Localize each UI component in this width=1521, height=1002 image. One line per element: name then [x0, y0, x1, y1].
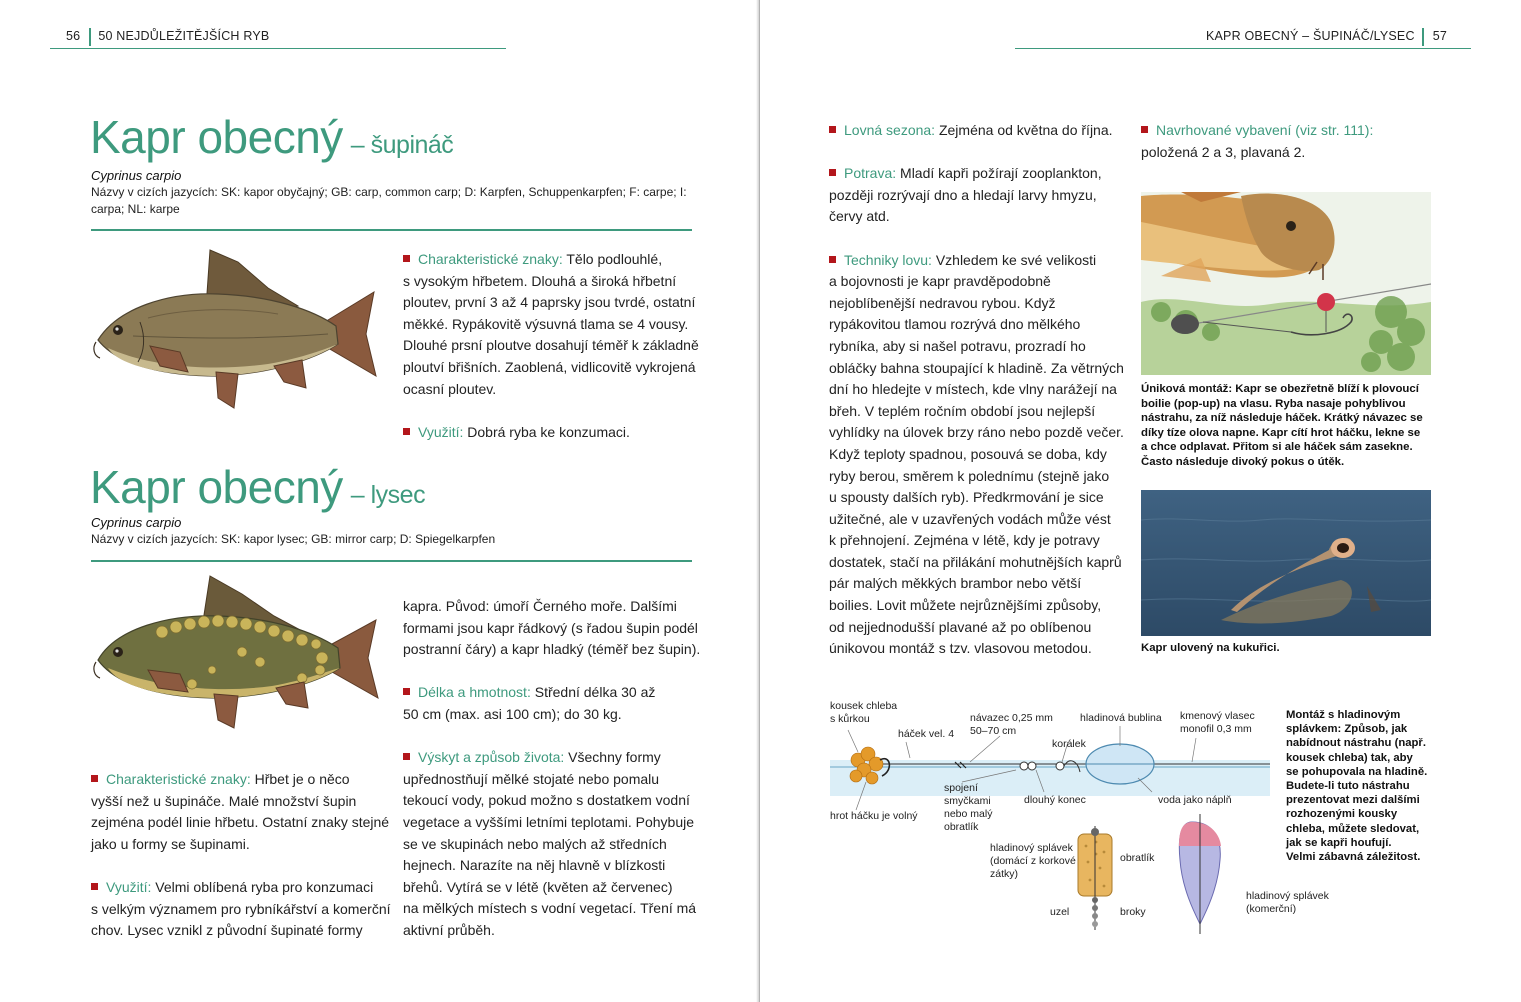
paragraph-gap — [91, 855, 391, 877]
label-mainline: kmenový vlasec monofil 0,3 mm — [1180, 710, 1255, 735]
line-text: ocasní ploutev. — [403, 380, 497, 397]
line-text: jako u formy se šupinami. — [91, 835, 250, 852]
bullet-square-icon — [829, 169, 836, 176]
caption-line: jak se kapři houfují. — [1286, 836, 1392, 849]
bullet-square-icon — [403, 255, 410, 262]
surface-float-rig-diagram — [820, 690, 1329, 940]
caption-line: a chce odplavat. Přitom si ale háček sám zasekne. — [1141, 441, 1413, 453]
label-bread: kousek chleba s kůrkou — [830, 700, 898, 725]
line-text: tekoucí vody, pokud možno s dostatkem vodní — [403, 792, 690, 809]
text-line — [403, 357, 703, 379]
running-head-right — [1206, 28, 1453, 46]
text-line — [403, 790, 703, 812]
entry2-rule — [91, 560, 692, 562]
text-line — [403, 855, 703, 877]
header-rule-right — [1015, 48, 1471, 49]
section-label: Charakteristické znaky: — [418, 251, 563, 267]
line-text: ryby berou, směrem k polednímu (stejně jako — [829, 467, 1110, 484]
text-line — [403, 877, 703, 899]
section-label: Využití: — [106, 878, 152, 895]
line-text: Dlouhé prsní ploutve dosahují téměř k základně — [403, 337, 699, 354]
section-label: Charakteristické znaky: — [106, 771, 251, 787]
label-cork-float: hladinový splávek (domácí z korkové zátky) — [990, 842, 1076, 880]
caption-line: nástrahu, za níž následuje háček. Krátký návazec se — [1141, 412, 1423, 424]
paragraph-gap — [829, 142, 1129, 164]
entry2-body-right — [403, 596, 703, 942]
line-text: dostatek, stačí na přilákání mohutnějších kaprů — [829, 553, 1122, 570]
text-line — [403, 812, 703, 834]
text-line — [403, 335, 703, 357]
line-text: 50 cm (max. asi 100 cm); do 30 kg. — [403, 705, 622, 722]
line-text: od nejjednodušší plavané až po oblíbenou — [829, 618, 1092, 635]
line-text: Když teploty spadnou, posouvá se doba, kdy — [829, 445, 1107, 462]
line-text: hejnech. Narazíte na něj hlavně v blízkosti — [403, 857, 666, 874]
caught-carp-caption: Kapr ulovený na kukuřici. — [1141, 642, 1280, 654]
line-text: chov. Lysec vznikl z původní šupinaté formy — [91, 922, 363, 939]
entry1-latin-name: Cyprinus carpio — [91, 168, 182, 183]
running-head-left — [60, 28, 269, 46]
text-line — [403, 422, 703, 444]
text-line — [403, 682, 703, 704]
entry2-title — [90, 460, 425, 514]
section-label: Techniky lovu: — [844, 251, 932, 268]
text-line — [91, 834, 391, 856]
line-text: postranní čáry) a kapr hladký (téměř bez šupin). — [403, 641, 701, 658]
right-column-2 — [1141, 120, 1441, 163]
line-text: se ve skupinách nebo malých až středních — [403, 835, 667, 852]
label-long-end: dlouhý konec — [1024, 794, 1086, 806]
label-hook-point: hrot háčku je volný — [830, 810, 918, 822]
entry2-subtitle: – lysec — [350, 481, 426, 509]
line-text: Velmi oblíbená ryba pro konzumaci — [151, 878, 374, 895]
section-label: Lovná sezona: — [844, 122, 936, 138]
line-text: dní ho hledejte v místech, kde vlny narážejí na — [829, 381, 1117, 398]
text-line — [403, 920, 703, 942]
label-commercial-float: hladinový splávek (komerční) — [1246, 890, 1329, 915]
entry1-body — [403, 249, 703, 443]
entry1-title — [90, 110, 453, 164]
col1-lines — [829, 120, 1129, 660]
escape-rig-illustration — [1141, 192, 1431, 375]
line-text: aktivní průběh. — [403, 921, 495, 938]
text-line — [403, 249, 703, 271]
label-leader: návazec 0,25 mm 50–70 cm — [970, 712, 1053, 737]
line-text: užitečné, ale v uzavřených vodách může vést — [829, 510, 1111, 527]
entry1-foreign-names: Názvy v cizích jazycích: SK: kapor obyčajný; GB: carp, common carp; D: Karpfen, Schuppenkarpfen; F: carpe; I: carpa; NL: karpe — [91, 185, 687, 216]
label-water-fill: voda jako náplň — [1158, 794, 1232, 806]
text-line — [829, 595, 1129, 617]
section-label: Délka a hmotnost: — [418, 684, 531, 701]
section-label: Využití: — [418, 423, 464, 440]
bullet-square-icon — [403, 428, 410, 435]
line-text: vyhlídky na úlovek brzy ráno nebo pozdě večer. — [829, 424, 1124, 441]
text-line — [403, 271, 703, 293]
bullet-square-icon — [1141, 126, 1148, 133]
text-line — [829, 573, 1129, 595]
page-number-right: 57 — [1432, 29, 1447, 44]
caption-line: Velmi zábavná záležitost. — [1286, 851, 1421, 864]
line-text: únikovou montáž s tzv. vlasovou metodou. — [829, 640, 1092, 657]
line-text: nejoblíbenější nedravou rybou. Když — [829, 294, 1056, 311]
line-text: Dobrá ryba ke konzumaci. — [463, 423, 630, 440]
entry2-foreign-names: Názvy v cizích jazycích: SK: kapor lysec; GB: mirror carp; D: Spiegelkarpfen — [91, 532, 496, 546]
text-line — [403, 834, 703, 856]
line-text: vegetace a vyššími letními teplotami. Pohybuje — [403, 813, 695, 830]
line-text: pár malých měkkých brambor nebo větší — [829, 575, 1082, 592]
text-line — [403, 769, 703, 791]
caption-line: rozhozenými kousky — [1286, 808, 1398, 821]
caption-line: boilie (pop-up) na vlasu. Ryba nasaje pohyblivou — [1141, 397, 1406, 410]
line-text: upřednostňují mělké stojaté nebo pomalu — [403, 770, 660, 787]
caption-line: díky tíze olova napne. Kapr cítí hrot háčku, lekne se — [1141, 426, 1421, 439]
line-text: kapra. Původ: úmoří Černého moře. Dalšími — [403, 598, 677, 614]
line-text: s velkým významem pro rybníkářství a komerční — [91, 900, 391, 917]
mirror-carp-illustration — [92, 574, 382, 732]
text-line — [829, 379, 1129, 401]
line-text: Vzhledem ke své velikosti — [931, 251, 1097, 268]
common-carp-illustration — [88, 248, 380, 413]
label-shot: broky — [1120, 906, 1146, 918]
text-line — [829, 530, 1129, 552]
text-line — [829, 466, 1129, 488]
caption-line: prezentovat mezi dalšími — [1286, 794, 1420, 807]
caption-line: Úniková montáž: Kapr se obezřetně blíží k plovoucí — [1141, 383, 1419, 395]
text-line — [829, 271, 1129, 293]
text-line — [1141, 142, 1441, 164]
text-line — [829, 314, 1129, 336]
text-line — [829, 422, 1129, 444]
entry2-right-lines — [403, 596, 703, 942]
line-text: břeh. V teplém ročním období jsou nejlepší — [829, 402, 1096, 419]
right-column-1 — [829, 120, 1129, 660]
line-text: břehů. Vytírá se v létě (květen až červenec) — [403, 878, 673, 895]
label-knot: uzel — [1050, 906, 1070, 918]
col2-lines — [1141, 120, 1441, 163]
caption-line: kousek chleba) tak, aby — [1286, 751, 1413, 764]
text-line — [829, 120, 1129, 142]
label-hook-size: háček vel. 4 — [898, 728, 955, 740]
text-line — [829, 358, 1129, 380]
line-text: rybníka, aby si našel potravu, prozradí ho — [829, 337, 1086, 354]
section-label: Navrhované vybavení (viz str. 111): — [1156, 122, 1374, 138]
text-line — [829, 185, 1129, 207]
line-text: položená 2 a 3, plavaná 2. — [1141, 143, 1306, 160]
label-bubble: hladinová bublina — [1080, 712, 1162, 724]
text-line — [829, 401, 1129, 423]
caption1-lines — [1141, 382, 1441, 469]
text-line — [829, 552, 1129, 574]
bullet-square-icon — [91, 883, 98, 890]
text-line — [91, 769, 391, 791]
label-bead: korálek — [1052, 738, 1086, 750]
text-line — [829, 293, 1129, 315]
header-rule-left — [50, 48, 506, 49]
text-line — [91, 877, 391, 899]
text-line — [829, 250, 1129, 272]
bullet-square-icon — [403, 688, 410, 695]
bullet-square-icon — [403, 753, 410, 760]
line-text: a bojovnosti je kapr pravděpodobně — [829, 273, 1051, 290]
line-text: později rozrývají dno a hledají larvy hmyzu, — [829, 186, 1097, 203]
caption-line: se pohupovala na hladině. — [1286, 765, 1428, 778]
text-line — [829, 638, 1129, 660]
caption-line: Budete-li tuto nástrahu — [1286, 780, 1410, 793]
running-head-title-left: 50 NEJDŮLEŽITĚJŠÍCH RYB — [98, 29, 270, 44]
head-divider-right — [1422, 28, 1424, 46]
line-text: k přehnojení. Zejména v létě, kdy je potravy — [829, 532, 1100, 549]
text-line — [403, 314, 703, 336]
text-line — [403, 618, 703, 640]
entry2-title-main: Kapr obecný — [90, 461, 343, 513]
note-lines — [1286, 708, 1456, 864]
caption-line: chleba, můžete sledovat, — [1286, 822, 1420, 835]
line-text: Všechny formy — [564, 749, 661, 766]
paragraph-gap — [403, 661, 703, 683]
line-text: červy atd. — [829, 208, 890, 225]
text-line — [829, 617, 1129, 639]
bullet-square-icon — [91, 775, 98, 782]
line-text: rypákovitou tlamou rozrývá dno mělkého — [829, 316, 1081, 333]
entry1-title-main: Kapr obecný — [90, 111, 343, 163]
line-text: měkké. Rypákovitě výsuvná tlama se 4 vousy. — [403, 315, 689, 332]
head-divider — [89, 28, 91, 46]
line-text: vyšší než u šupináče. Malé množství šupin — [91, 792, 357, 809]
entry2-latin-name: Cyprinus carpio — [91, 515, 182, 530]
text-line — [91, 791, 391, 813]
entry1-rule — [91, 229, 692, 231]
entry1-lines — [403, 249, 703, 443]
text-line — [829, 163, 1129, 185]
paragraph-gap — [403, 726, 703, 748]
line-text: formami jsou kapr řádkový (s řadou šupin podél — [403, 619, 698, 636]
text-line — [403, 292, 703, 314]
text-line — [403, 639, 703, 661]
line-text: Střední délka 30 až — [530, 684, 656, 701]
text-line — [829, 509, 1129, 531]
text-line — [403, 379, 703, 401]
line-text: Zejména od května do října. — [935, 122, 1113, 138]
text-line — [829, 487, 1129, 509]
caption-line: Montáž s hladinovým — [1286, 709, 1401, 721]
label-knot-join: spojení smyčkami nebo malý obratlík — [944, 782, 993, 833]
text-line — [91, 812, 391, 834]
paragraph-gap — [403, 400, 703, 422]
line-text: Tělo podlouhlé, — [562, 251, 663, 267]
line-text: obláčky bahna stoupající k hladině. Za větrných — [829, 359, 1124, 376]
page-number-left: 56 — [66, 29, 81, 44]
left-page — [0, 0, 760, 1002]
text-line — [403, 747, 703, 769]
caption-line: splávkem: Způsob, jak — [1286, 723, 1408, 736]
text-line — [403, 898, 703, 920]
label-swivel: obratlík — [1120, 852, 1155, 864]
line-text: Mladí kapři požírají zooplankton, — [896, 165, 1102, 182]
text-line — [91, 899, 391, 921]
entry2-left-lines — [91, 769, 391, 942]
line-text: ploutví břišních. Zaoblená, vidlicovitě vykrojená — [403, 358, 696, 375]
caption-line: nabídnout nástrahu (např. — [1286, 737, 1426, 750]
line-text: na mělkých místech s vodní vegetací. Tření má — [403, 900, 697, 917]
caption-line: Často následuje divoký pokus o útěk. — [1141, 455, 1345, 468]
text-line — [829, 444, 1129, 466]
line-text: zejména podél linie hřbetu. Ostatní znaky stejné — [91, 814, 390, 831]
text-line — [1141, 120, 1441, 142]
right-page — [760, 0, 1521, 1002]
running-head-title-right: KAPR OBECNÝ – ŠUPINÁČ/LYSEC — [1205, 29, 1415, 44]
text-line — [829, 206, 1129, 228]
line-text: Hřbet je o něco — [250, 771, 350, 787]
section-label: Potrava: — [844, 165, 897, 182]
text-line — [91, 920, 391, 942]
line-text: s vysokým hřbetem. Dlouhá a široká hřbetní — [403, 272, 677, 289]
line-text: u spousty dalších ryb). Předkrmování je sice — [829, 489, 1104, 506]
bullet-square-icon — [829, 256, 836, 263]
entry1-subtitle: – šupináč — [350, 131, 454, 159]
section-label: Výskyt a způsob života: — [418, 749, 565, 766]
caught-carp-photo — [1141, 490, 1431, 636]
paragraph-gap — [829, 228, 1129, 250]
text-line — [829, 336, 1129, 358]
line-text: boilies. Lovit můžete nejrůznějšími způsoby, — [829, 597, 1102, 614]
entry2-body-left — [91, 769, 391, 942]
text-line — [403, 704, 703, 726]
text-line — [403, 596, 703, 618]
surface-rig-note — [1286, 708, 1456, 864]
line-text: ploutev, první 3 až 4 paprsky jsou tvrdé, ostatní — [403, 294, 696, 311]
bullet-square-icon — [829, 126, 836, 133]
escape-rig-caption — [1141, 382, 1441, 469]
